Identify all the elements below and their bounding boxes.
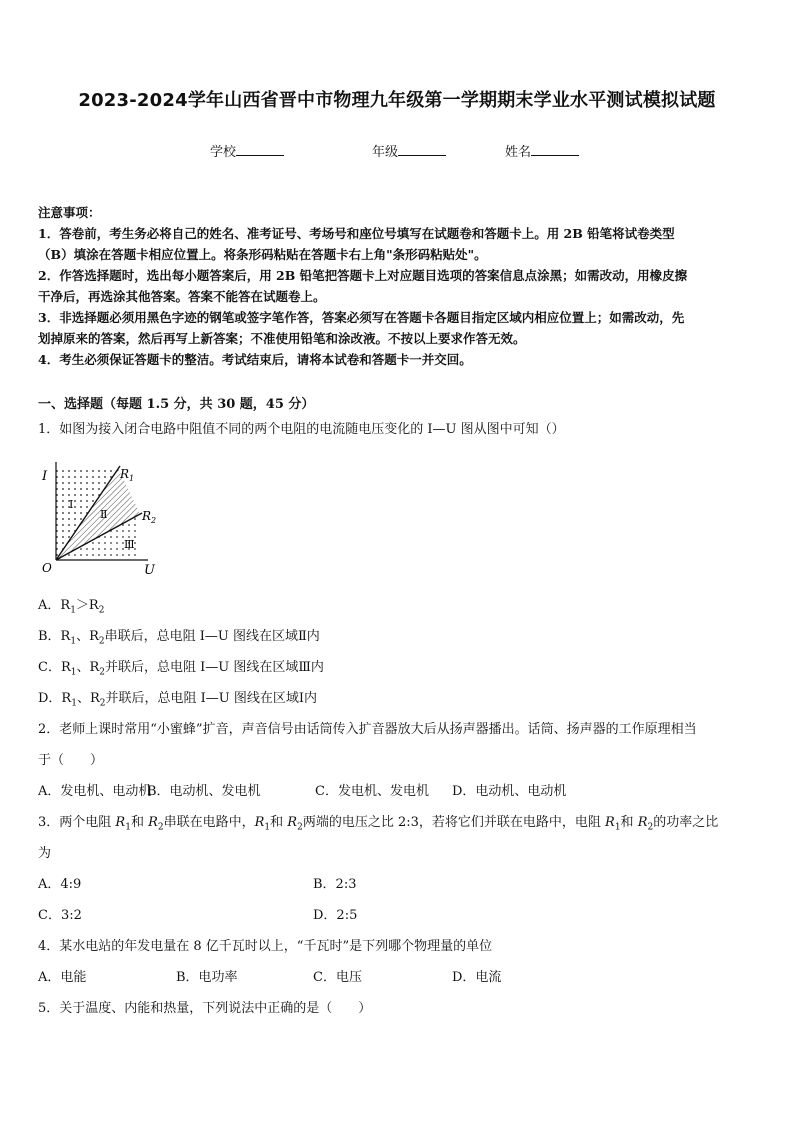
r2-label — [141, 509, 156, 525]
name-field[interactable] — [505, 141, 579, 160]
name-label: 姓名 — [505, 145, 532, 160]
q1-c-post: 并联后，总电阻 I—U 图线在区域Ⅲ内 — [105, 660, 324, 675]
grade-label: 年级 — [372, 145, 399, 160]
school-field[interactable] — [210, 141, 284, 160]
note-line: 4．考生必须保证答题卡的整洁。考试结束后，请将本试卷和答题卡一并交回。 — [38, 352, 472, 367]
q3-r: R — [148, 815, 158, 830]
sub: 1 — [125, 822, 131, 833]
note-line: 3．非选择题必须用黑色字迹的钢笔或签字笔作答，答案必须写在答题卡各题目指定区域内相应位置上；如需改动，先 — [38, 310, 685, 325]
q4-option-a[interactable]: A．电能 — [38, 970, 87, 985]
page-title: 2023-2024学年山西省晋中市物理九年级第一学期期末学业水平测试模拟试题 — [78, 90, 716, 111]
sub: 2 — [647, 822, 654, 833]
sub: 2 — [98, 636, 105, 647]
q3-t4: 和 — [270, 815, 288, 830]
sub: 1 — [71, 698, 77, 709]
y-axis-label: I — [42, 469, 48, 484]
grade-field[interactable] — [372, 141, 446, 160]
note-line: （B）填涂在答题卡相应位置上。将条形码粘贴在答题卡右上角"条形码粘贴处"。 — [38, 247, 487, 262]
q4-option-d[interactable]: D．电流 — [452, 970, 502, 985]
q4-stem: 4．某水电站的年发电量在 8 亿千瓦时以上，“千瓦时”是下列哪个物理量的单位 — [38, 939, 493, 954]
note-line: 干净后，再选涂其他答案。答案不能答在试题卷上。 — [38, 289, 326, 304]
r1-label — [119, 467, 134, 483]
region-1-label: Ⅰ — [69, 498, 74, 511]
q5-stem: 5．关于温度、内能和热量，下列说法中正确的是（ ） — [38, 1001, 372, 1016]
q1-stem: 1．如图为接入闭合电路中阻值不同的两个电阻的电流随电压变化的 I—U 图从图中可知（） — [38, 422, 565, 437]
sub: 1 — [70, 605, 76, 616]
name-blank[interactable] — [531, 143, 579, 156]
q4-option-c[interactable]: C．电压 — [313, 970, 362, 985]
sub: 1 — [614, 822, 621, 833]
q3-t1: 3．两个电阻 — [38, 815, 116, 830]
q2-option-d[interactable]: D．电动机、电动机 — [452, 784, 567, 799]
q3-r: R — [287, 815, 298, 830]
q2-option-b[interactable]: B．电动机、发电机 — [147, 784, 261, 799]
q1-option-a[interactable] — [38, 594, 104, 616]
notes-body — [38, 223, 760, 370]
q1-b-text: B．R — [38, 629, 71, 644]
q3-option-a[interactable]: A．4:9 — [38, 877, 82, 892]
q1-d-mid: 、R — [76, 691, 100, 706]
q3-t5: 两端的电压之比 2:3，若将它们并联在电路中，电阻 — [302, 815, 606, 830]
notes-heading: 注意事项： — [38, 205, 101, 220]
q3-t3: 串联在电路中， — [163, 815, 255, 830]
r2-label-sub: 2 — [151, 516, 157, 525]
q1-b-mid: 、R — [76, 629, 99, 644]
note-line: 划掉原来的答案，然后再写上新答案；不准使用铅笔和涂改液。不按以上要求作答无效。 — [38, 331, 526, 346]
q1-a-mid: ＞R — [75, 598, 99, 613]
q3-stem-line2: 为 — [38, 846, 52, 861]
sub: 2 — [297, 822, 303, 833]
q1-option-c[interactable] — [38, 656, 324, 678]
sub: 2 — [157, 822, 164, 833]
sub: 2 — [99, 698, 106, 709]
sub: 2 — [99, 667, 106, 678]
sub: 2 — [98, 605, 105, 616]
region-2-label: Ⅱ — [100, 508, 108, 521]
q1-b-post: 串联后，总电阻 I—U 图线在区域Ⅱ内 — [104, 629, 320, 644]
q1-c-text: C．R — [38, 660, 71, 675]
q2-stem-line1: 2．老师上课时常用“小蜜蜂”扩音，声音信号由话筒传入扩音器放大后从扬声器播出。话筒、扬声器的工作原理相当 — [38, 722, 697, 737]
q3-option-c[interactable]: C．3:2 — [38, 908, 82, 923]
q1-d-post: 并联后，总电阻 I—U 图线在区域Ⅰ内 — [105, 691, 317, 706]
q3-r: R — [254, 815, 265, 830]
q4-option-b[interactable]: B．电功率 — [176, 970, 238, 985]
q2-stem-line2: 于（ ） — [38, 753, 104, 768]
q1-d-text: D．R — [38, 691, 72, 706]
q3-option-d[interactable]: D．2:5 — [313, 908, 358, 923]
origin-label: O — [42, 561, 52, 575]
note-line: 1．答卷前，考生务必将自己的姓名、准考证号、考场号和座位号填写在试题卷和答题卡上。用 2B 铅笔将试卷类型 — [38, 226, 675, 241]
sub: 1 — [70, 636, 77, 647]
x-axis-label: U — [144, 563, 155, 578]
q3-t6: 和 — [620, 815, 638, 830]
school-blank[interactable] — [236, 143, 284, 156]
q1-a-text: A．R — [38, 598, 71, 613]
grade-blank[interactable] — [398, 143, 446, 156]
q3-stem-line1 — [38, 811, 718, 833]
q1-c-mid: 、R — [76, 660, 100, 675]
q1-option-d[interactable] — [38, 687, 317, 709]
iu-graph-figure — [36, 456, 166, 580]
q3-r: R — [115, 815, 126, 830]
sub: 1 — [264, 822, 271, 833]
r1-label-sub: 1 — [129, 474, 135, 483]
q2-option-a[interactable]: A．发电机、电动机 — [38, 784, 152, 799]
section-heading: 一、选择题（每题 1.5 分，共 30 题，45 分） — [38, 397, 315, 412]
q3-t2: 和 — [130, 815, 149, 830]
school-label: 学校 — [210, 145, 237, 160]
q3-option-b[interactable]: B．2:3 — [313, 877, 357, 892]
q2-option-c[interactable]: C．发电机、发电机 — [315, 784, 429, 799]
r1-label-main: R — [120, 467, 130, 481]
r2-label-main: R — [142, 509, 152, 523]
note-line: 2．作答选择题时，选出每小题答案后，用 2B 铅笔把答题卡上对应题目选项的答案信息点涂黑；如需改动，用橡皮擦 — [38, 268, 688, 283]
q3-t7: 的功率之比 — [653, 815, 719, 830]
q3-r: R — [637, 815, 648, 830]
sub: 1 — [70, 667, 77, 678]
region-3-label: Ⅲ — [124, 538, 135, 551]
q1-option-b[interactable] — [38, 625, 320, 647]
q3-r: R — [605, 815, 615, 830]
